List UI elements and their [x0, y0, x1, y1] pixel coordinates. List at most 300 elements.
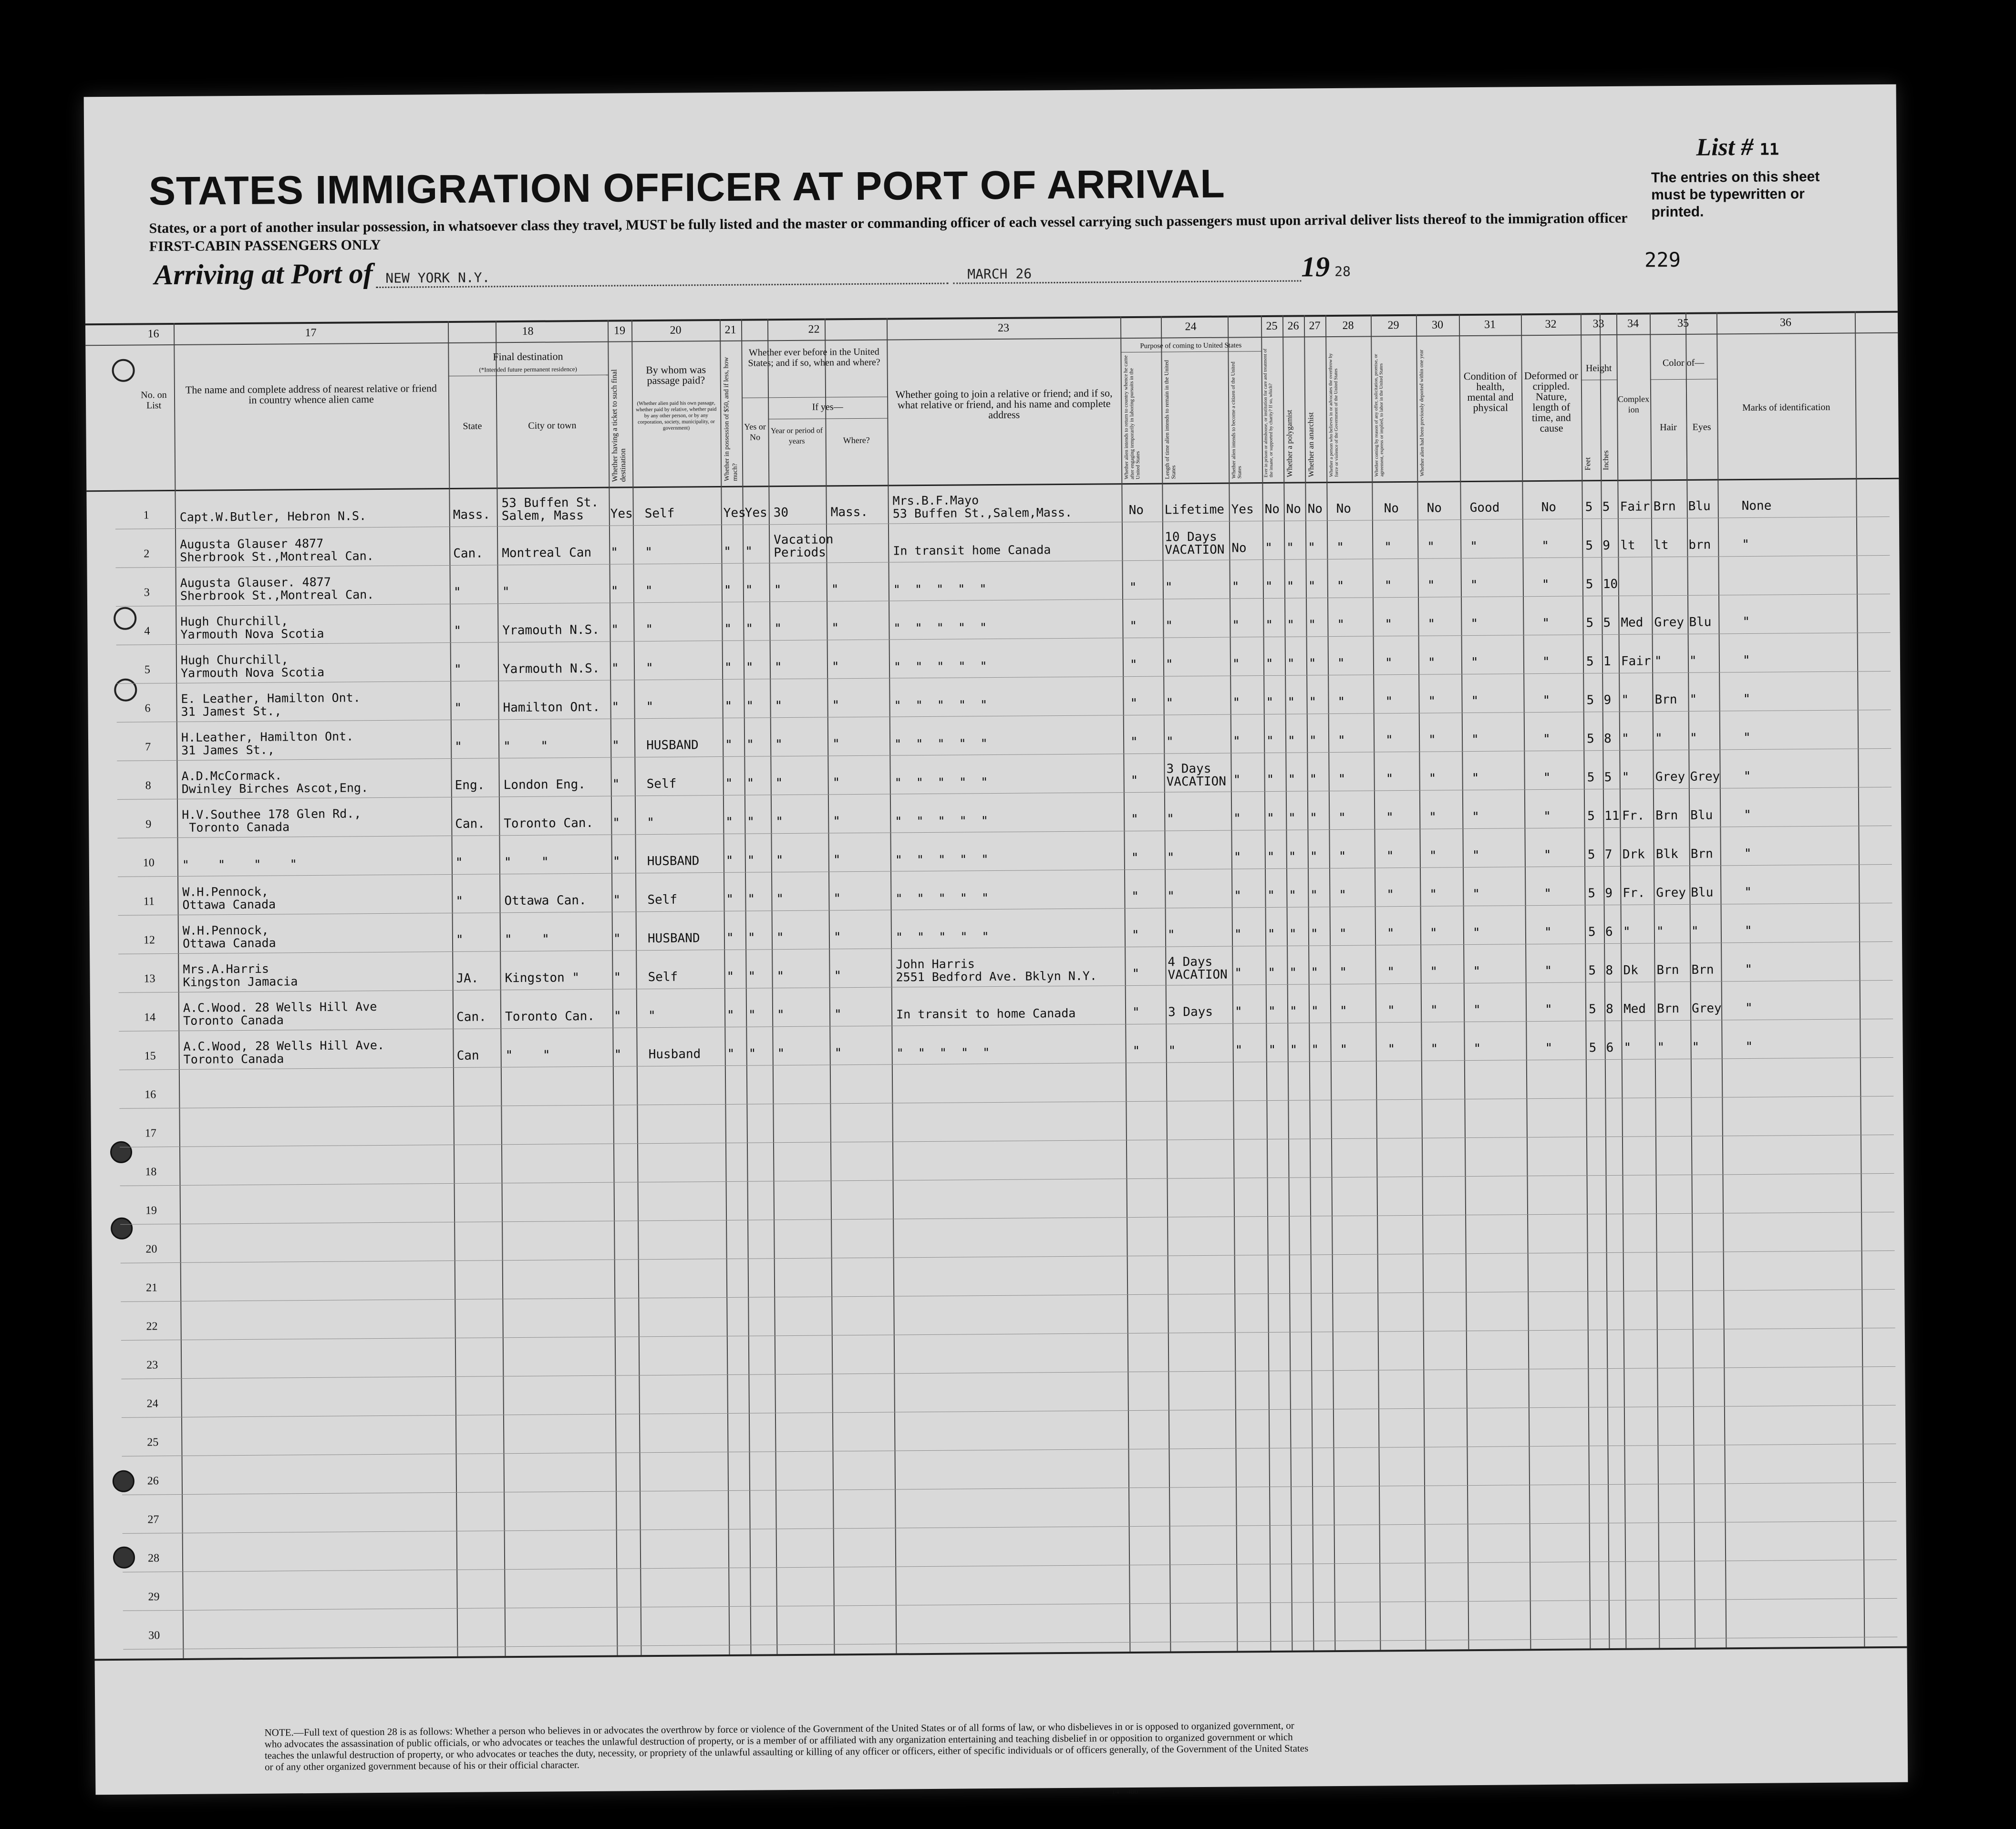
cell-ticket: " [610, 584, 619, 599]
cell-where: " [831, 582, 839, 597]
row-number: 27 [147, 1513, 159, 1526]
cell-city: London Eng. [503, 777, 586, 793]
cell-years: " [775, 853, 784, 868]
cell-purpose-length: " [1167, 850, 1175, 865]
cell-anarchist: " [1309, 695, 1317, 710]
cell-hair: lt [1654, 538, 1669, 553]
hdr-feet: Feet [1583, 457, 1592, 471]
cell-paid: Self [647, 892, 678, 908]
cell-anarchist: " [1311, 1004, 1319, 1019]
row-number: 4 [144, 625, 150, 638]
row-divider [118, 903, 1892, 916]
cell-where: " [833, 853, 841, 868]
cell-where: " [833, 891, 841, 906]
row-number: 15 [144, 1050, 156, 1063]
colnum-22: 22 [808, 323, 820, 336]
hdr-final-destination: Final destination [493, 350, 563, 363]
cell-prison: No [1264, 502, 1280, 517]
cell-health: " [1470, 616, 1478, 631]
colnum-31: 31 [1484, 318, 1496, 331]
cell-paid: HUSBAND [646, 738, 699, 753]
cell-inches: 9 [1602, 538, 1611, 553]
cell-prison: " [1268, 1043, 1276, 1058]
cell-marks: " [1744, 923, 1752, 939]
cell-contract: " [1386, 888, 1395, 902]
hdr-health: Condition of health, mental and physical [1463, 370, 1517, 413]
cell-state: Can [456, 1048, 479, 1063]
colnum-24: 24 [1185, 320, 1197, 333]
cell-overthrow: " [1337, 694, 1345, 709]
row-divider [123, 1560, 1897, 1572]
cell-relative: Augusta Glauser. 4877 Sherbrook St.,Montreal Can. [180, 575, 374, 603]
cell-where: " [833, 930, 841, 945]
cell-anarchist: " [1311, 1043, 1319, 1057]
port-field [376, 267, 948, 288]
cell-purpose-return: " [1130, 734, 1138, 750]
cell-deformed: " [1543, 809, 1551, 824]
row-number: 1 [143, 509, 149, 522]
hdr-final-destination-sub: (*Intended future permanent residence) [479, 365, 577, 373]
row-divider [118, 941, 1892, 954]
cell-hair: " [1654, 731, 1663, 746]
cell-before: " [747, 892, 755, 907]
cell-complexion: " [1621, 731, 1629, 746]
hdr-inches: Inches [1602, 450, 1611, 471]
cell-hair: Brn [1656, 1001, 1680, 1016]
cell-eyes: Blu [1690, 808, 1713, 823]
cell-paid: Self [648, 970, 678, 985]
cell-feet: 5 [1587, 809, 1595, 824]
cell-polygamist: " [1289, 1004, 1297, 1019]
cell-eyes: " [1691, 924, 1699, 939]
manifest-table [85, 311, 1907, 1664]
row-divider [121, 1328, 1895, 1341]
hdr-overthrow: Whether a person who believes in or advocates the overthrow by force or violence of the Government of the United States [1328, 353, 1340, 477]
cell-years: " [776, 1008, 785, 1023]
form-number: 14—480 [1111, 1787, 1138, 1796]
cell-deported: " [1429, 926, 1437, 940]
cell-years: 30 [773, 506, 789, 520]
cell-purpose-return: " [1131, 928, 1139, 943]
cell-deformed: " [1545, 1041, 1553, 1055]
cell-ticket: " [613, 970, 621, 985]
list-number [1696, 133, 1779, 161]
row-number: 26 [147, 1475, 159, 1488]
cell-relative: A.C.Wood. 28 Wells Hill Ave Toronto Canada [183, 1000, 377, 1028]
cell-city: " " [505, 1048, 550, 1063]
cell-city: Hamilton Ont. [503, 700, 600, 715]
cell-before: " [747, 815, 755, 829]
row-divider [119, 1057, 1893, 1070]
cell-years: " [774, 621, 782, 636]
cell-purpose-return: " [1131, 812, 1139, 827]
cell-eyes: Brn [1691, 962, 1714, 977]
row-divider [121, 1366, 1895, 1379]
cell-fifty: " [726, 892, 734, 907]
row-divider [121, 1250, 1895, 1263]
cell-deformed: " [1544, 1002, 1552, 1017]
date-value: MARCH 26 [967, 266, 1032, 282]
hdr-eyes: Eyes [1692, 422, 1711, 433]
cell-marks: " [1744, 846, 1752, 861]
cell-deported: " [1430, 1003, 1438, 1018]
colnum-19: 19 [613, 324, 626, 337]
cell-marks: " [1742, 537, 1750, 552]
row-number: 30 [148, 1629, 160, 1642]
cell-purpose-citizen: " [1233, 850, 1241, 865]
cell-feet: 5 [1587, 770, 1595, 785]
cell-prison: " [1267, 849, 1275, 865]
row-number: 7 [145, 741, 151, 754]
cell-ticket: " [610, 545, 619, 560]
cell-feet: 5 [1588, 886, 1596, 901]
cell-where: " [833, 814, 841, 829]
cell-ticket: " [612, 777, 620, 792]
cell-paid: " [645, 584, 653, 599]
hdr-ticket: Whether having a ticket to such final destination [610, 369, 628, 482]
arriving-label: Arriving at Port of [154, 258, 373, 291]
cell-city: " " [503, 739, 548, 754]
cell-years: " [775, 737, 783, 752]
cell-health: " [1470, 539, 1478, 554]
cell-deformed: " [1542, 693, 1551, 708]
cell-purpose-citizen: " [1234, 889, 1242, 903]
row-number: 11 [143, 895, 155, 908]
cell-join: " " " " " [893, 659, 987, 674]
cell-deported: " [1429, 848, 1437, 863]
row-number: 21 [145, 1281, 158, 1294]
cell-purpose-length: " [1167, 812, 1175, 827]
cell-deformed: " [1543, 770, 1551, 785]
cell-feet: 5 [1586, 616, 1594, 630]
hdr-purpose: Purpose of coming to United States [1140, 341, 1242, 350]
hdr-city: City or town [528, 420, 577, 431]
cell-city: Yramouth N.S. [502, 622, 600, 638]
row-number: 28 [147, 1552, 160, 1565]
cell-join: " " " " " [895, 814, 989, 828]
cell-complexion: " [1623, 1040, 1632, 1055]
entries-note: The entries on this sheet must be typewritten or printed. [1651, 168, 1820, 220]
cell-paid: Husband [648, 1047, 701, 1062]
cell-state: " [455, 739, 462, 754]
cell-contract: " [1387, 965, 1395, 980]
cell-deported: " [1429, 810, 1437, 825]
cell-polygamist: " [1288, 734, 1295, 748]
cell-purpose-return: No [1128, 503, 1144, 518]
cell-state: " [455, 932, 464, 947]
cell-city: " " [504, 932, 550, 947]
cell-before: " [748, 1046, 756, 1061]
cell-polygamist: " [1288, 772, 1296, 787]
row-number: 2 [144, 548, 150, 560]
cell-contract: " [1385, 772, 1394, 786]
cell-marks: " [1742, 653, 1750, 668]
cell-eyes: Grey [1691, 1001, 1722, 1016]
row-number: 9 [145, 818, 152, 831]
cell-overthrow: " [1339, 888, 1347, 902]
row-number: 20 [145, 1243, 157, 1256]
colnum-16: 16 [147, 328, 159, 341]
cell-prison: " [1267, 888, 1275, 903]
row-divider [121, 1289, 1895, 1302]
cell-complexion: Med [1623, 1002, 1646, 1016]
cell-health: " [1473, 964, 1481, 979]
row-divider [118, 864, 1892, 877]
cell-polygamist: " [1290, 1043, 1298, 1057]
cell-fifty: " [725, 815, 734, 829]
cell-purpose-citizen: No [1231, 541, 1247, 556]
year-suffix: 28 [1334, 263, 1351, 280]
cell-relative: " " " " [182, 857, 297, 872]
colnum-18: 18 [522, 325, 534, 338]
cell-purpose-return: " [1132, 1044, 1140, 1059]
cell-deported: " [1428, 694, 1436, 709]
cell-contract: " [1385, 656, 1393, 671]
form-title: STATES IMMIGRATION OFFICER AT PORT OF ARRIVAL [148, 161, 1226, 214]
cell-before: " [747, 853, 755, 868]
cell-join: " " " " " [895, 930, 989, 944]
cell-deported: " [1428, 733, 1436, 747]
list-number-value: 11 [1759, 140, 1779, 159]
row-number: 14 [144, 1011, 156, 1024]
cell-purpose-citizen: " [1232, 618, 1240, 633]
cell-hair: " [1656, 924, 1664, 939]
manifest-sheet [84, 84, 1908, 1795]
row-number: 19 [145, 1204, 157, 1217]
cell-purpose-citizen: " [1234, 1004, 1242, 1019]
cell-anarchist: " [1308, 618, 1316, 632]
cell-inches: 6 [1605, 924, 1613, 940]
cell-join: John Harris 2551 Bedford Ave. Bklyn N.Y. [896, 957, 1097, 984]
colnum-23: 23 [997, 321, 1010, 334]
row-number: 23 [146, 1359, 158, 1372]
row-divider [119, 1096, 1893, 1109]
cell-complexion: Fair [1620, 499, 1650, 514]
cell-inches: 9 [1605, 886, 1613, 901]
cell-paid: HUSBAND [647, 931, 700, 946]
cell-relative: A.D.McCormack. Dwinley Birches Ascot,Eng. [181, 768, 369, 796]
colnum-28: 28 [1342, 319, 1354, 332]
cell-fifty: " [726, 969, 734, 984]
cell-state: " [455, 855, 463, 870]
row-number: 22 [146, 1320, 158, 1333]
row-number: 10 [143, 857, 155, 869]
cell-purpose-length: " [1168, 1044, 1176, 1058]
cell-feet: 5 [1586, 693, 1594, 708]
cell-inches: 5 [1603, 615, 1611, 630]
cell-relative: Hugh Churchill, Yarmouth Nova Scotia [180, 652, 325, 680]
cell-overthrow: " [1338, 810, 1346, 825]
cell-deported: " [1428, 771, 1437, 786]
cell-join: Mrs.B.F.Mayo 53 Buffen St.,Salem,Mass. [892, 493, 1073, 521]
colnum-20: 20 [670, 324, 682, 337]
cell-join: " " " " " [896, 1045, 990, 1060]
cell-contract: " [1387, 1042, 1396, 1057]
cell-state: Can. [453, 546, 484, 561]
cell-relative: Mrs.A.Harris Kingston Jamacia [183, 961, 298, 989]
cell-city: Yarmouth N.S. [502, 661, 600, 677]
cell-health: " [1470, 578, 1478, 593]
cell-complexion: Fair [1621, 654, 1651, 669]
colnum-26: 26 [1287, 320, 1299, 332]
cell-where: " [832, 737, 840, 752]
cell-purpose-length: " [1166, 734, 1174, 749]
cell-marks: " [1745, 962, 1753, 977]
cell-purpose-return: " [1129, 619, 1137, 634]
cell-join: " " " " " [893, 582, 987, 597]
row-divider [120, 1135, 1894, 1147]
cell-join: " " " " " [894, 775, 988, 790]
cell-ticket: " [612, 738, 620, 753]
cell-complexion: lt [1620, 538, 1635, 553]
cell-city: " " [504, 855, 549, 870]
cell-ticket: " [611, 700, 620, 714]
cell-city: Montreal Can [502, 545, 592, 561]
hdr-complexion: Complexion [1618, 394, 1650, 414]
cell-feet: 5 [1586, 654, 1594, 669]
hdr-purpose-a: Whether alien intends to return to country whence he came after engaging temporarily in laboring pursuits in the United States [1123, 355, 1141, 480]
cell-overthrow: " [1337, 617, 1345, 632]
hdr-deformed: Deformed or crippled. Nature, length of time, and cause [1524, 369, 1578, 434]
cell-deported: No [1427, 501, 1442, 516]
cell-before: Yes [744, 506, 767, 520]
cell-hair: " [1654, 654, 1662, 669]
cell-inches: 7 [1604, 847, 1613, 862]
cell-years: Vacation Periods [774, 532, 834, 560]
cell-before: " [748, 1008, 756, 1023]
cell-state: " [453, 585, 461, 599]
cell-contract: " [1387, 1003, 1395, 1018]
cell-polygamist: " [1286, 540, 1294, 555]
cell-polygamist: " [1286, 579, 1294, 594]
cell-deported: " [1429, 887, 1437, 902]
cell-purpose-citizen: " [1231, 579, 1240, 594]
cell-inches: 8 [1603, 731, 1612, 746]
row-divider [116, 594, 1890, 607]
cell-overthrow: " [1338, 849, 1346, 864]
cell-join: " " " " " [895, 891, 989, 906]
cell-deported: " [1427, 539, 1435, 554]
cell-contract: " [1386, 810, 1394, 825]
cell-health: " [1471, 732, 1479, 747]
cell-prison: " [1265, 540, 1273, 556]
row-divider [116, 671, 1891, 684]
cell-inches: 5 [1604, 770, 1612, 785]
hdr-fifty-dollars: Whether in possession of $50, and if less, how much? [723, 357, 739, 481]
cell-purpose-length: " [1167, 889, 1175, 904]
cell-join: " " " " " [895, 852, 989, 867]
cell-years: " [776, 892, 784, 907]
cell-years: " [777, 1046, 785, 1061]
cell-fifty: " [724, 660, 732, 675]
cell-join: In transit home Canada [893, 543, 1051, 558]
cell-ticket: " [612, 854, 620, 869]
row-divider [117, 787, 1892, 800]
hdr-marks: Marks of identification [1742, 402, 1830, 413]
cell-years: " [774, 583, 782, 598]
cell-city: Toronto Can. [504, 816, 594, 831]
cell-hair: Brn [1654, 692, 1677, 707]
cell-anarchist: " [1310, 849, 1318, 864]
date-field [953, 264, 1301, 284]
cell-purpose-citizen: Yes [1231, 502, 1254, 517]
hdr-state: State [463, 421, 482, 432]
hdr-prison: Ever in prison or almshouse, or institution for care and treatment of the insane, or supported by charity? If so, which? [1262, 349, 1274, 478]
cell-deformed: " [1544, 925, 1552, 940]
cell-purpose-citizen: " [1233, 811, 1241, 826]
cell-hair: Grey [1654, 615, 1685, 630]
hdr-contract: Whether coming by reason of any offer, solicitation, promise, or agreement, express or implied, to labor in the United States [1373, 354, 1385, 477]
cell-where: " [832, 775, 840, 790]
cell-feet: 5 [1586, 732, 1594, 746]
cell-feet: 5 [1589, 1041, 1597, 1055]
cell-anarchist: No [1307, 502, 1323, 517]
hdr-if-yes: If yes— [812, 402, 843, 413]
cell-years: " [775, 699, 783, 713]
cell-state: Can. [455, 816, 486, 831]
cell-health: Good [1469, 500, 1500, 516]
cell-state: Mass. [453, 507, 491, 522]
row-divider [123, 1598, 1897, 1611]
cell-anarchist: " [1309, 734, 1317, 748]
cell-contract: No [1384, 501, 1399, 516]
cell-anarchist: " [1310, 811, 1317, 826]
cell-complexion: " [1623, 924, 1631, 939]
cell-polygamist: " [1288, 849, 1296, 864]
cell-ticket: " [613, 1009, 621, 1023]
cell-prison: " [1267, 811, 1275, 826]
cell-fifty: " [726, 930, 734, 945]
row-divider [122, 1482, 1896, 1495]
cell-health: " [1472, 925, 1480, 940]
cell-eyes: " [1692, 1040, 1700, 1054]
row-divider [116, 632, 1891, 645]
cell-purpose-citizen: " [1233, 734, 1241, 749]
cell-deformed: " [1541, 577, 1550, 592]
cell-ticket: " [611, 622, 619, 637]
cell-marks: " [1742, 614, 1750, 630]
cell-fifty: " [724, 583, 732, 598]
cell-before: " [746, 776, 755, 791]
cell-paid: " [647, 815, 655, 830]
cell-deported: " [1430, 1042, 1438, 1056]
hdr-before-in-us: Whether ever before in the United States; and if so, when and where? [748, 346, 880, 369]
row-divider [116, 555, 1890, 568]
cell-purpose-length: 4 Days VACATION [1168, 954, 1228, 982]
cell-polygamist: " [1287, 695, 1295, 710]
cell-hair: Brn [1655, 808, 1678, 823]
colnum-36: 36 [1779, 316, 1792, 329]
cell-prison: " [1265, 618, 1273, 633]
list-label: List # [1696, 133, 1754, 161]
cell-marks: " [1743, 692, 1751, 707]
cell-overthrow: " [1339, 965, 1347, 980]
cell-complexion: " [1621, 692, 1629, 707]
cell-health: " [1473, 1002, 1481, 1018]
cell-purpose-citizen: " [1234, 966, 1242, 981]
cell-purpose-length: 10 Days VACATION [1165, 529, 1225, 558]
cell-complexion: " [1622, 770, 1630, 785]
hdr-purpose-c: Whether alien intends to become a citizen of the United States [1230, 362, 1243, 479]
cell-deformed: " [1543, 847, 1551, 862]
cell-fifty: " [725, 737, 733, 752]
hdr-height: Height [1585, 362, 1612, 374]
colnum-25: 25 [1266, 320, 1278, 333]
cell-overthrow: " [1338, 733, 1345, 748]
cell-complexion: Drk [1622, 847, 1645, 862]
cell-feet: 5 [1585, 500, 1593, 515]
cell-join: " " " " " [894, 698, 988, 713]
